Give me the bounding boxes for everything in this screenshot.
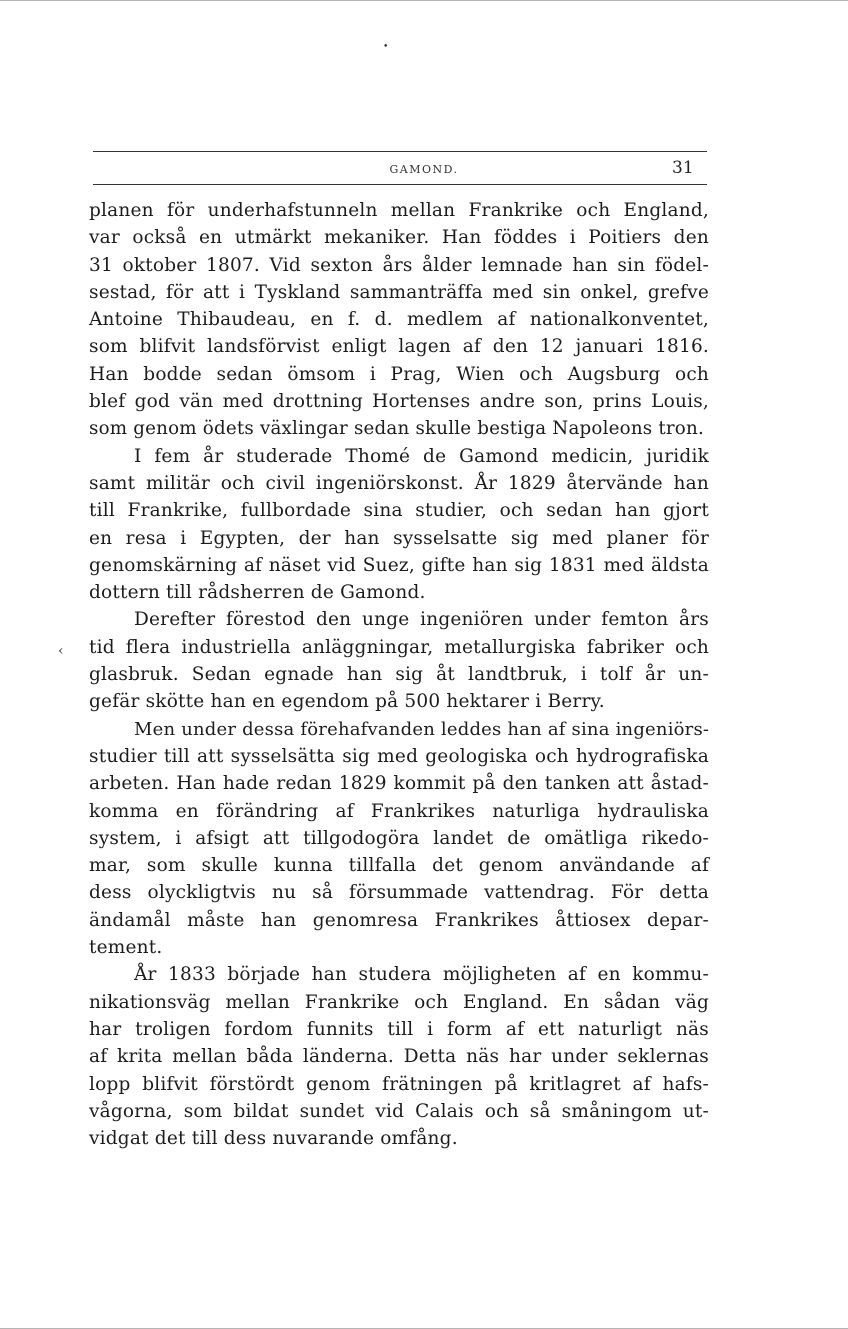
text-line: gefär skötte han en egendom på 500 hektarer i Berry.: [89, 691, 605, 713]
text-line: tid flera industriella anläggningar, metallurgiska fabriker och: [89, 636, 709, 658]
text-line: vågorna, som bildat sundet vid Calais och så småningom ut-: [89, 1100, 709, 1122]
print-speck: •: [383, 42, 389, 52]
text-line: vidgat det till dess nuvarande omfång.: [89, 1128, 458, 1150]
text-line: blef god vän med drottning Hortenses andre son, prins Louis,: [89, 391, 709, 413]
text-line: ändamål måste han genomresa Frankrikes åttiosex depar-: [89, 909, 709, 931]
text-line: genomskärning af näset vid Suez, gifte han sig 1831 med äldsta: [89, 554, 709, 576]
text-line: samt militär och civil ingeniörskonst. År 1829 återvände han: [89, 472, 709, 494]
paragraph: [89, 443, 709, 607]
margin-mark: ‹: [58, 643, 64, 659]
text-line: arbeten. Han hade redan 1829 kommit på den tanken att åstad-: [89, 773, 709, 795]
text-line: Antoine Thibaudeau, en f. d. medlem af nationalkonventet,: [89, 309, 709, 331]
paragraph: [89, 961, 709, 1152]
paragraph: [89, 606, 709, 715]
text-line: har troligen fordom funnits till i form af ett naturligt näs: [89, 1018, 709, 1040]
text-line: Han bodde sedan ömsom i Prag, Wien och Augsburg och: [89, 363, 709, 385]
text-line: glasbruk. Sedan egnade han sig åt landtbruk, i tolf år un-: [89, 664, 709, 686]
text-line: studier till att sysselsätta sig med geologiska och hydrografiska: [89, 745, 709, 767]
text-line: nikationsväg mellan Frankrike och England. En sådan väg: [89, 991, 709, 1013]
text-line: system, i afsigt att tillgodogöra landet de omätliga rikedo-: [89, 827, 709, 849]
paragraph: [89, 716, 709, 962]
text-line: dottern till rådsherren de Gamond.: [89, 582, 426, 604]
header-rule-bottom: [93, 184, 707, 185]
text-line: sestad, för att i Tyskland sammanträffa med sin onkel, grefve: [89, 281, 709, 303]
text-line: tement.: [89, 937, 163, 959]
text-line: som blifvit landsförvist enligt lagen af den 12 januari 1816.: [89, 336, 709, 358]
running-head: GAMOND.: [389, 163, 459, 176]
text-line: I fem år studerade Thomé de Gamond medicin, juridik: [134, 445, 709, 467]
text-line: Men under dessa förehafvanden leddes han af sina ingeniörs-: [134, 718, 710, 740]
text-line: planen för underhafstunneln mellan Frankrike och England,: [89, 200, 709, 221]
page-number: 31: [672, 158, 694, 178]
text-line: komma en förändring af Frankrikes naturliga hydrauliska: [89, 800, 709, 822]
text-line: dess olyckligtvis nu så försummade vattendrag. För detta: [89, 882, 709, 904]
text-line: som genom ödets växlingar sedan skulle bestiga Napoleons tron.: [89, 418, 704, 440]
text-line: lopp blifvit förstördt genom frätningen på kritlagret af hafs-: [89, 1073, 709, 1095]
text-line: en resa i Egypten, der han sysselsatte sig med planer för: [89, 527, 709, 549]
paragraph: [89, 197, 709, 443]
body-text: [89, 197, 709, 1152]
text-line: af krita mellan båda länderna. Detta näs har under seklernas: [89, 1046, 709, 1068]
header-rule-top: [93, 151, 707, 152]
page-edge-top: [0, 0, 848, 1]
text-line: mar, som skulle kunna tillfalla det genom användande af: [89, 855, 709, 877]
text-line: Derefter förestod den unge ingeniören under femton års: [134, 609, 709, 631]
text-line: 31 oktober 1807. Vid sexton års ålder lemnade han sin födel-: [89, 254, 709, 276]
text-line: till Frankrike, fullbordade sina studier, och sedan han gjort: [89, 500, 709, 522]
text-line: År 1833 började han studera möjligheten af en kommu-: [134, 964, 709, 986]
text-line: var också en utmärkt mekaniker. Han föddes i Poitiers den: [89, 227, 709, 249]
